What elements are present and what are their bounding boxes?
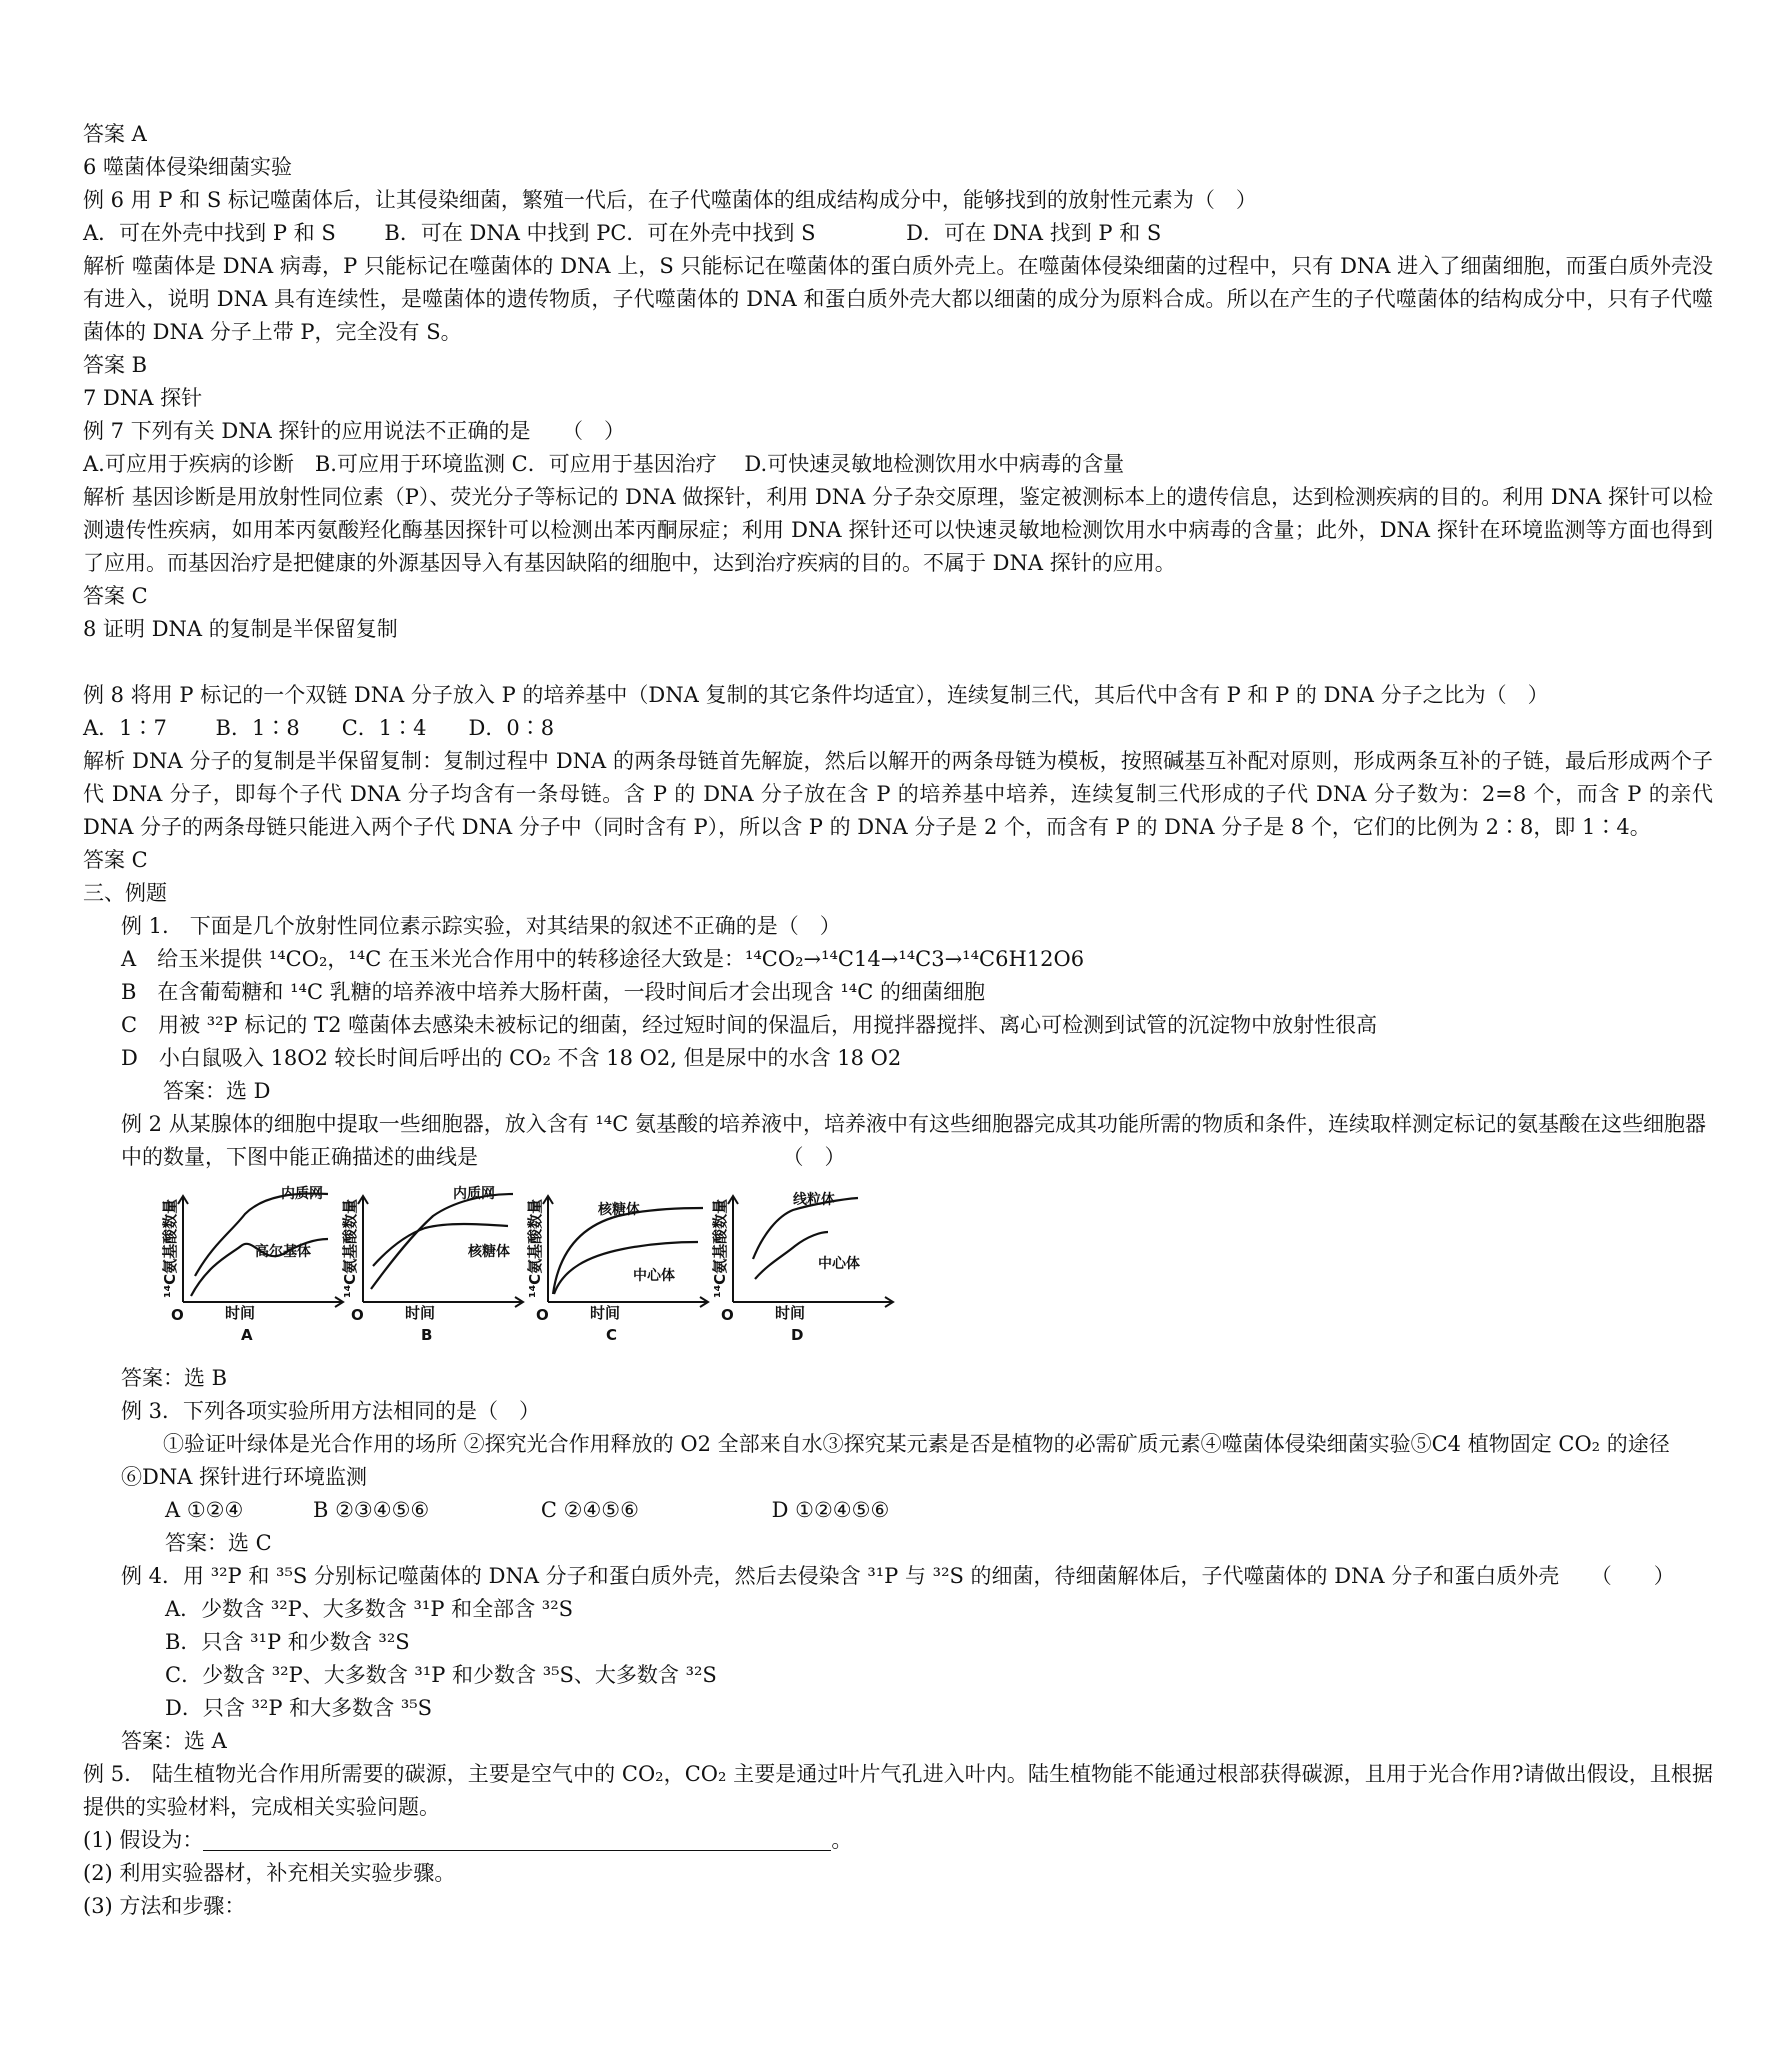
curve-panel-a — [161, 1185, 343, 1344]
upper-curve-label: 内质网 — [453, 1186, 495, 1202]
panel-letter: B — [421, 1326, 433, 1344]
origin-label: O — [351, 1306, 364, 1324]
curve-panel-c — [526, 1196, 708, 1344]
upper-curve-label: 线粒体 — [793, 1192, 835, 1208]
lower-curve-label: 中心体 — [818, 1256, 860, 1272]
answer-line: 答案 C — [83, 584, 148, 608]
example-3-options: A ①②④ B ②③④⑤⑥ C ②④⑤⑥ D ①②④⑤⑥ — [165, 1498, 890, 1522]
example-2-answer: 答案：选 B — [121, 1366, 228, 1390]
step-3: (3) 方法和步骤： — [83, 1894, 246, 1918]
x-axis-label: 时间 — [590, 1304, 621, 1322]
section-heading: 三、例题 — [83, 881, 167, 905]
example-3-answer: 答案：选 C — [165, 1531, 272, 1555]
origin-label: O — [171, 1306, 184, 1324]
options-7: A.可应用于疾病的诊断 B.可应用于环境监测 C．可应用于基因治疗 D.可快速灵敏地检测饮用水中病毒的含量 — [83, 452, 1125, 476]
question-6: 例 6 用 P 和 S 标记噬菌体后，让其侵染细菌，繁殖一代后，在子代噬菌体的组成结构成分中，能够找到的放射性元素为（ ） — [83, 188, 1257, 212]
example-1: 例 1. 下面是几个放射性同位素示踪实验，对其结果的叙述不正确的是（ ） — [121, 914, 841, 938]
example-4-answer: 答案：选 A — [121, 1729, 227, 1753]
analysis-8: 解析 DNA 分子的复制是半保留复制：复制过程中 DNA 的两条母链首先解旋，然后以解开的两条母链为模板，按照碱基互补配对原则，形成两条互补的子链，最后形成两个子代 DNA 分子，即每个子代 DNA 分子均含有一条母链。含 P 的 DNA 分子放在含 P 的培养基中培养，连续复制三代形成的子代 DNA 分子数为：2=8 个，而含 P 的亲代 DNA 分子的两条母链只能进入两个子代 DNA 分子中（同时含有 P），所以含 P 的 DNA 分子是 2 个，而含有 P 的 DNA 分子是 8 个，它们的比例为 2∶8，即 1∶4。 — [83, 749, 1713, 839]
plot-area — [553, 1208, 703, 1294]
upper-curve — [195, 1194, 328, 1276]
section-heading: 8 证明 DNA 的复制是半保留复制 — [83, 617, 398, 641]
curve-figure-svg — [143, 1180, 903, 1356]
example-5: 例 5. 陆生植物光合作用所需要的碳源，主要是空气中的 CO₂，CO₂ 主要是通过叶片气孔进入叶内。陆生植物能不能通过根部获得碳源，且用于光合作用?请做出假设，且根据提供的实验材料，完成相关实验问题。 — [83, 1762, 1713, 1819]
upper-curve-label: 核糖体 — [598, 1202, 640, 1218]
panel-letter: D — [791, 1326, 804, 1344]
example-4: 例 4．用 ³²P 和 ³⁵S 分别标记噬菌体的 DNA 分子和蛋白质外壳，然后去侵染含 ³¹P 与 ³²S 的细菌，待细菌解体后，子代噬菌体的 DNA 分子和蛋白质外壳 （ ） — [121, 1564, 1675, 1588]
y-axis-label: ¹⁴C氨基酸数量 — [341, 1198, 359, 1298]
x-axis-label: 时间 — [225, 1304, 256, 1322]
example-1-option-b: B 在含葡萄糖和 ¹⁴C 乳糖的培养液中培养大肠杆菌，一段时间后才会出现含 ¹⁴C 的细菌细胞 — [121, 980, 985, 1004]
example-1-option-d: D 小白鼠吸入 18O2 较长时间后呼出的 CO₂ 不含 18 O2, 但是尿中的水含 18 O2 — [121, 1046, 902, 1070]
answer-line: 答案 B — [83, 353, 148, 377]
lower-curve-label: 高尔基体 — [255, 1244, 311, 1260]
lower-curve-label: 核糖体 — [468, 1244, 510, 1260]
analysis-7: 解析 基因诊断是用放射性同位素（P）、荧光分子等标记的 DNA 做探针，利用 DNA 分子杂交原理，鉴定被测标本上的遗传信息，达到检测疾病的目的。利用 DNA 探针可以检测遗传性疾病，如用苯丙氨酸羟化酶基因探针可以检测出苯丙酮尿症；利用 DNA 探针还可以快速灵敏地检测饮用水中病毒的含量；此外，DNA 探针在环境监测等方面也得到了应用。而基因治疗是把健康的外源基因导入有基因缺陷的细胞中，达到治疗疾病的目的。不属于 DNA 探针的应用。 — [83, 485, 1713, 575]
answer-line: 答案 A — [83, 122, 147, 146]
y-axis-label: ¹⁴C氨基酸数量 — [526, 1198, 544, 1298]
x-axis-label: 时间 — [775, 1304, 806, 1322]
analysis-6: 解析 噬菌体是 DNA 病毒，P 只能标记在噬菌体的 DNA 上，S 只能标记在噬菌体的蛋白质外壳上。在噬菌体侵染细菌的过程中，只有 DNA 进入了细菌细胞，而蛋白质外壳没有进入，说明 DNA 具有连续性，是噬菌体的遗传物质，子代噬菌体的 DNA 和蛋白质外壳大都以细菌的成分为原料合成。所以在产生的子代噬菌体的结构成分中，只有子代噬菌体的 DNA 分子上带 P，完全没有 S。 — [83, 254, 1713, 344]
lower-curve — [554, 1242, 698, 1294]
hypothesis-label: (1) 假设为： — [83, 1828, 204, 1852]
y-axis-label: ¹⁴C氨基酸数量 — [711, 1198, 729, 1298]
curve-panel-b — [341, 1185, 523, 1344]
document — [83, 118, 1713, 1923]
example-4-option-a: A．少数含 ³²P、大多数含 ³¹P 和全部含 ³²S — [165, 1597, 574, 1621]
question-7: 例 7 下列有关 DNA 探针的应用说法不正确的是 （ ） — [83, 419, 625, 443]
upper-curve-label: 内质网 — [281, 1186, 323, 1202]
hypothesis-line — [83, 1824, 1713, 1857]
example-3: 例 3．下列各项实验所用方法相同的是（ ） — [121, 1399, 541, 1423]
step-2: (2) 利用实验器材，补充相关实验步骤。 — [83, 1861, 456, 1885]
lower-curve-label: 中心体 — [633, 1268, 675, 1284]
example-2: 例 2 从某腺体的细胞中提取一些细胞器，放入含有 ¹⁴C 氨基酸的培养液中，培养液中有这些细胞器完成其功能所需的物质和条件，连续取样测定标记的氨基酸在这些细胞器中的数量，下图中能正确描述的曲线是 （ ） — [121, 1112, 1706, 1169]
answer-line: 答案 C — [83, 848, 148, 872]
upper-curve — [371, 1194, 513, 1289]
example-4-option-d: D．只含 ³²P 和大多数含 ³⁵S — [165, 1696, 433, 1720]
y-axis-label: ¹⁴C氨基酸数量 — [161, 1198, 179, 1298]
panel-letter: C — [606, 1326, 618, 1344]
question-8: 例 8 将用 P 标记的一个双链 DNA 分子放入 P 的培养基中（DNA 复制的其它条件均适宜），连续复制三代，其后代中含有 P 和 P 的 DNA 分子之比为（ ） — [83, 683, 1549, 707]
curve-figure — [143, 1180, 1713, 1356]
hypothesis-blank[interactable] — [203, 1826, 831, 1851]
curve-panel-d — [711, 1191, 893, 1344]
example-1-option-a: A 给玉米提供 ¹⁴CO₂，¹⁴C 在玉米光合作用中的转移途径大致是：¹⁴CO₂→¹⁴C14→¹⁴C3→¹⁴C6H12O6 — [121, 947, 1085, 971]
curve-panels — [161, 1185, 893, 1344]
example-4-option-b: B．只含 ³¹P 和少数含 ³²S — [165, 1630, 410, 1654]
example-1-answer: 答案：选 D — [163, 1079, 271, 1103]
blank-line — [83, 646, 1713, 679]
plot-area — [371, 1194, 513, 1289]
upper-curve — [553, 1208, 703, 1294]
panel-letter: A — [241, 1326, 253, 1344]
x-axis-label: 时间 — [405, 1304, 436, 1322]
section-heading: 7 DNA 探针 — [83, 386, 203, 410]
options-8: A．1∶7 B．1∶8 C．1∶4 D．0∶8 — [83, 716, 555, 740]
hypothesis-end: 。 — [831, 1828, 853, 1852]
example-4-option-c: C．少数含 ³²P、大多数含 ³¹P 和少数含 ³⁵S、大多数含 ³²S — [165, 1663, 717, 1687]
section-heading: 6 噬菌体侵染细菌实验 — [83, 155, 293, 179]
origin-label: O — [721, 1306, 734, 1324]
origin-label: O — [536, 1306, 549, 1324]
options-6: A．可在外壳中找到 P 和 S B．可在 DNA 中找到 PC．可在外壳中找到 S D．可在 DNA 找到 P 和 S — [83, 221, 1162, 245]
example-1-option-c: C 用被 ³²P 标记的 T2 噬菌体去感染未被标记的细菌，经过短时间的保温后，用搅拌器搅拌、离心可检测到试管的沉淀物中放射性很高 — [121, 1013, 1378, 1037]
example-3-items: ①验证叶绿体是光合作用的场所 ②探究光合作用释放的 O2 全部来自水③探究某元素是否是植物的必需矿质元素④噬菌体侵染细菌实验⑤C4 植物固定 CO₂ 的途径⑥DNA 探针进行环境监测 — [121, 1432, 1670, 1489]
